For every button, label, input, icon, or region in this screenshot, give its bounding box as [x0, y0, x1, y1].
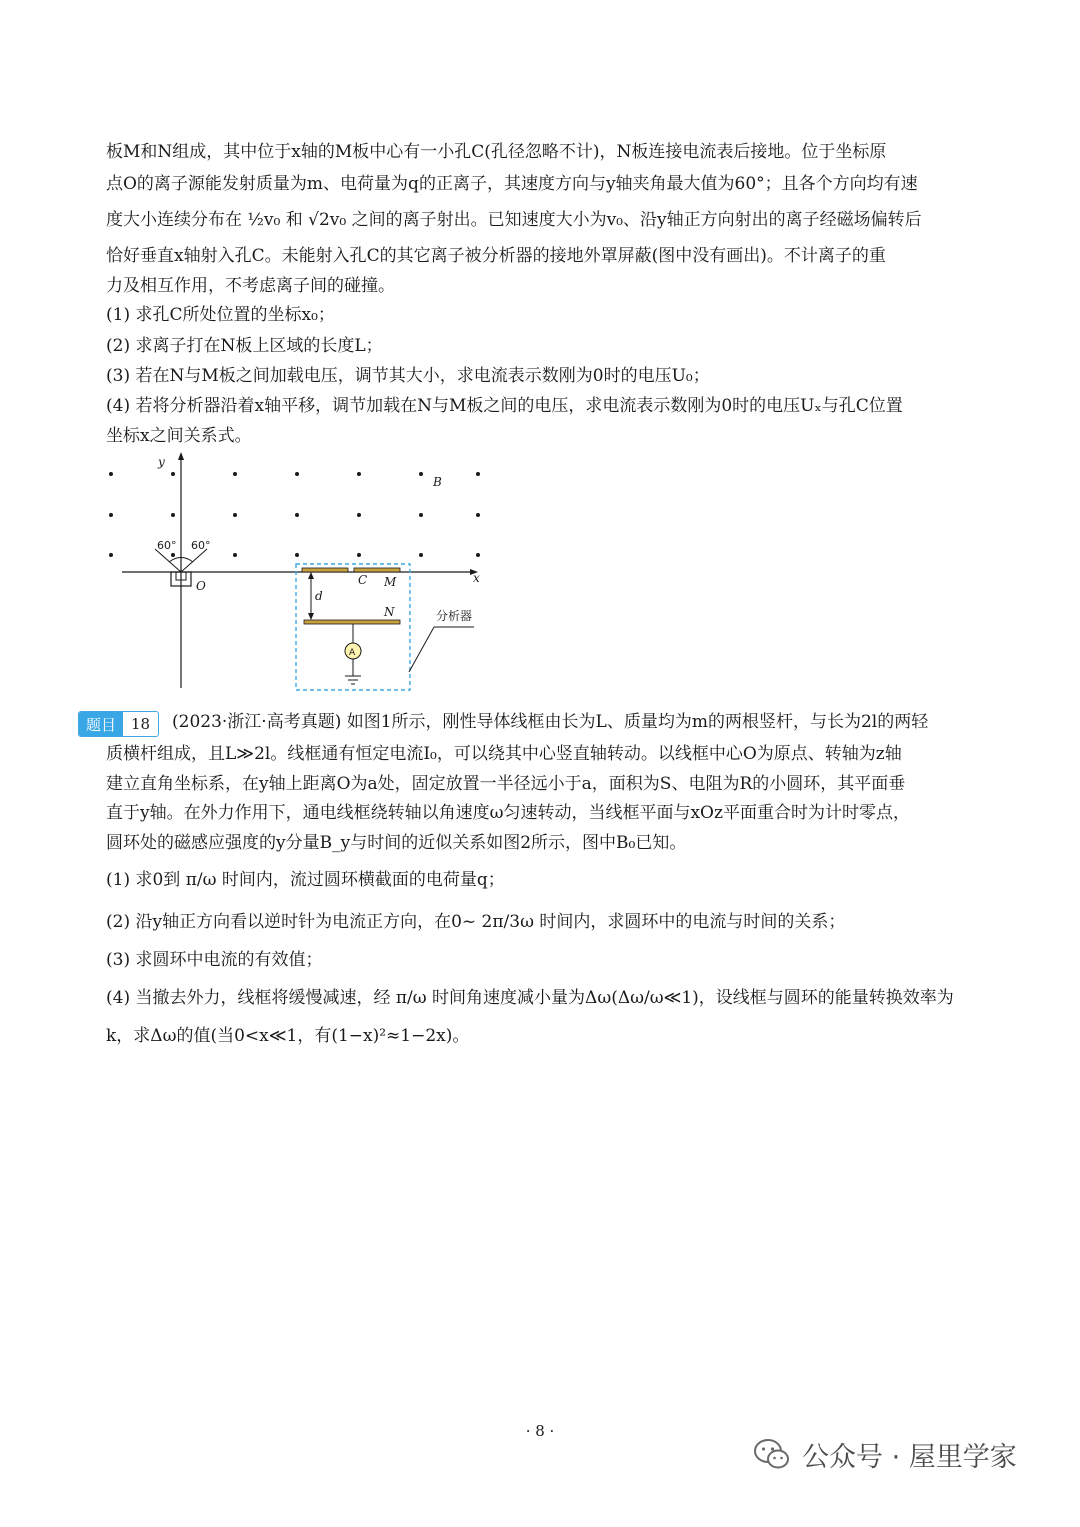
y-label: y	[158, 455, 165, 469]
m-label: M	[384, 575, 397, 589]
question-1: (1) 求孔C所处位置的坐标x₀；	[106, 305, 335, 325]
problem-line: 质横杆组成，且L≫2l。线框通有恒定电流I₀，可以绕其中心竖直轴转动。以线框中心O为原点、转轴为z轴	[106, 744, 902, 764]
problem-line: 力及相互作用，不考虑离子间的碰撞。	[106, 276, 395, 296]
physics-figure	[100, 452, 500, 692]
origin-label: O	[196, 579, 206, 593]
problem-line: 恰好垂直x轴射入孔C。未能射入孔C的其它离子被分析器的接地外罩屏蔽(图中没有画出)。不计离子的重	[106, 246, 886, 266]
question-3: (3) 若在N与M板之间加载电压，调节其大小，求电流表示数刚为0时的电压U₀；	[106, 366, 710, 386]
question-4: (4) 当撤去外力，线框将缓慢减速，经 π/ω 时间角速度减小量为Δω(Δω/ω≪1)，设线框与圆环的能量转换效率为	[106, 988, 954, 1008]
ammeter-label: A	[349, 648, 356, 658]
plate-m-left	[302, 568, 348, 572]
problem-line: 板M和N组成，其中位于x轴的M板中心有一小孔C(孔径忽略不计)，N板连接电流表后接地。位于坐标原	[106, 142, 887, 162]
problem-line: 度大小连续分布在 ½v₀ 和 √2v₀ 之间的离子射出。已知速度大小为v₀、沿y轴正方向射出的离子经磁场偏转后	[106, 210, 922, 230]
badge-label: 题目	[79, 712, 123, 737]
problem-line: 圆环处的磁感应强度的y分量B_y与时间的近似关系如图2所示，图中B₀已知。	[106, 833, 687, 853]
page-number: · 8 ·	[525, 1422, 555, 1440]
question-3: (3) 求圆环中电流的有效值；	[106, 950, 323, 970]
badge-number: 18	[123, 713, 158, 735]
watermark-text: 公众号 · 屋里学家	[802, 1441, 1017, 1473]
question-2: (2) 沿y轴正方向看以逆时针为电流正方向，在0~ 2π/3ω 时间内，求圆环中的电流与时间的关系；	[106, 912, 846, 932]
question-1: (1) 求0到 π/ω 时间内，流过圆环横截面的电荷量q；	[106, 870, 505, 890]
wechat-icon	[752, 1434, 792, 1474]
d-label: d	[315, 589, 323, 603]
angle-right-label: 60°	[191, 539, 211, 552]
watermark	[752, 1434, 1017, 1474]
x-label: x	[473, 571, 480, 585]
question-2: (2) 求离子打在N板上区域的长度L；	[106, 336, 383, 356]
problem-line: 建立直角坐标系，在y轴上距离O为a处，固定放置一半径远小于a，面积为S、电阻为R的小圆环，其平面垂	[106, 774, 906, 794]
angle-left-label: 60°	[157, 539, 177, 552]
question-4: (4) 若将分析器沿着x轴平移，调节加载在N与M板之间的电压，求电流表示数刚为0时的电压Uₓ与孔C位置	[106, 396, 903, 416]
problem-line: 直于y轴。在外力作用下，通电线框绕转轴以角速度ω匀速转动，当线框平面与xOz平面重合时为计时零点，	[106, 803, 910, 823]
question-badge	[78, 711, 159, 737]
plate-m-right	[354, 568, 400, 572]
plate-n	[304, 620, 400, 624]
c-label: C	[358, 573, 368, 587]
problem-line: 点O的离子源能发射质量为m、电荷量为q的正离子，其速度方向与y轴夹角最大值为60°；且各个方向均有速	[106, 174, 918, 194]
problem-line: (2023·浙江·高考真题) 如图1所示，刚性导体线框由长为L、质量均为m的两根竖杆，与长为2l的两轻	[172, 712, 929, 732]
n-label: N	[384, 605, 395, 619]
analyzer-label: 分析器	[436, 609, 473, 623]
b-label: B	[433, 475, 442, 489]
question-4-cont: k，求Δω的值(当0<x≪1，有(1−x)²≈1−2x)。	[106, 1026, 470, 1046]
question-4-cont: 坐标x之间关系式。	[106, 426, 252, 446]
